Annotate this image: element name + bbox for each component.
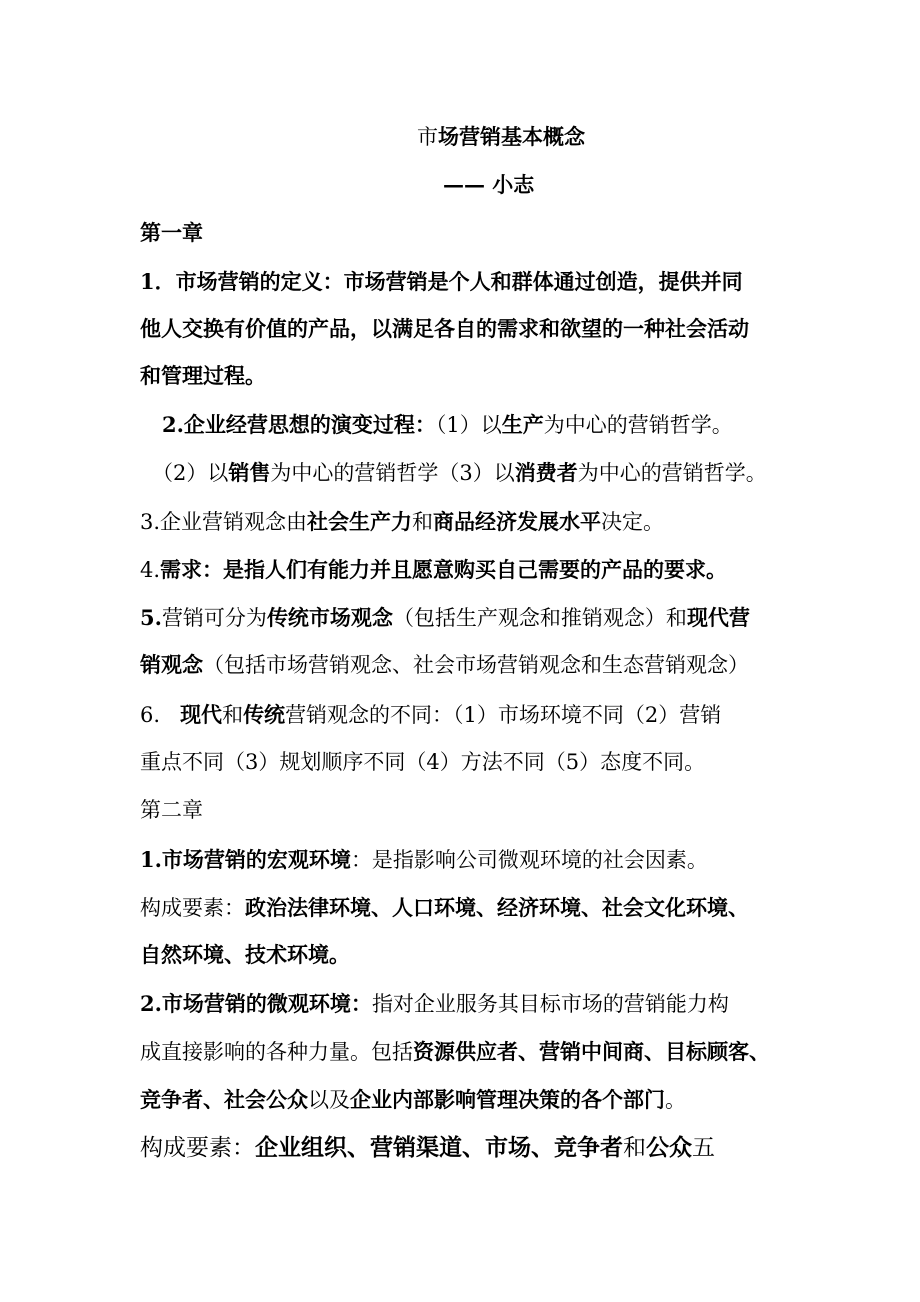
ch2-item1-line3: 自然环境、技术环境。	[140, 942, 350, 967]
ch1-item5-line1: 5.营销可分为传统市场观念（包括生产观念和推销观念）和现代营	[140, 605, 750, 630]
ch1-item1-line2: 他人交换有价值的产品，以满足各自的需求和欲望的一种社会活动	[140, 316, 749, 341]
ch1-item1-line1: 1．市场营销的定义：市场营销是个人和群体通过创造，提供并同	[140, 269, 743, 294]
ch2-item1-line2: 构成要素：政治法律环境、人口环境、经济环境、社会文化环境、	[140, 895, 749, 920]
ch1-item4: 4.需求：是指人们有能力并且愿意购买自己需要的产品的要求。	[140, 557, 728, 582]
ch1-item2-continued: （2）以销售为中心的营销哲学（3）以消费者为中心的营销哲学。	[152, 460, 767, 485]
ch1-item6-line1: 6. 现代和传统营销观念的不同：（1）市场环境不同（2）营销	[140, 702, 722, 727]
chapter-1-heading: 第一章	[140, 220, 203, 245]
ch2-item2-line3: 竞争者、社会公众以及企业内部影响管理决策的各个部门。	[140, 1087, 686, 1112]
chapter-2-heading: 第二章	[140, 798, 203, 822]
ch2-item1-line1: 1.市场营销的宏观环境：是指影响公司微观环境的社会因素。	[140, 847, 708, 872]
ch1-item5-line2: 销观念（包括市场营销观念、社会市场营销观念和生态营销观念）	[140, 652, 749, 677]
ch1-item2: 2.企业经营思想的演变过程：（1）以生产为中心的营销哲学。	[162, 412, 733, 437]
ch1-item1-line3: 和管理过程。	[140, 363, 266, 388]
ch2-item2-line1: 2.市场营销的微观环境：指对企业服务其目标市场的营销能力构	[140, 991, 729, 1016]
ch2-item3-line1: 构成要素：企业组织、营销渠道、市场、竞争者和公众五	[140, 1134, 715, 1161]
document-author: —— 小志	[443, 172, 535, 197]
document-title: 市场营销基本概念	[417, 124, 585, 149]
ch2-item2-line2: 成直接影响的各种力量。包括资源供应者、营销中间商、目标顾客、	[140, 1039, 770, 1064]
ch1-item3: 3.企业营销观念由社会生产力和商品经济发展水平决定。	[140, 509, 665, 534]
ch1-item6-line2: 重点不同（3）规划顺序不同（4）方法不同（5）态度不同。	[140, 750, 706, 774]
